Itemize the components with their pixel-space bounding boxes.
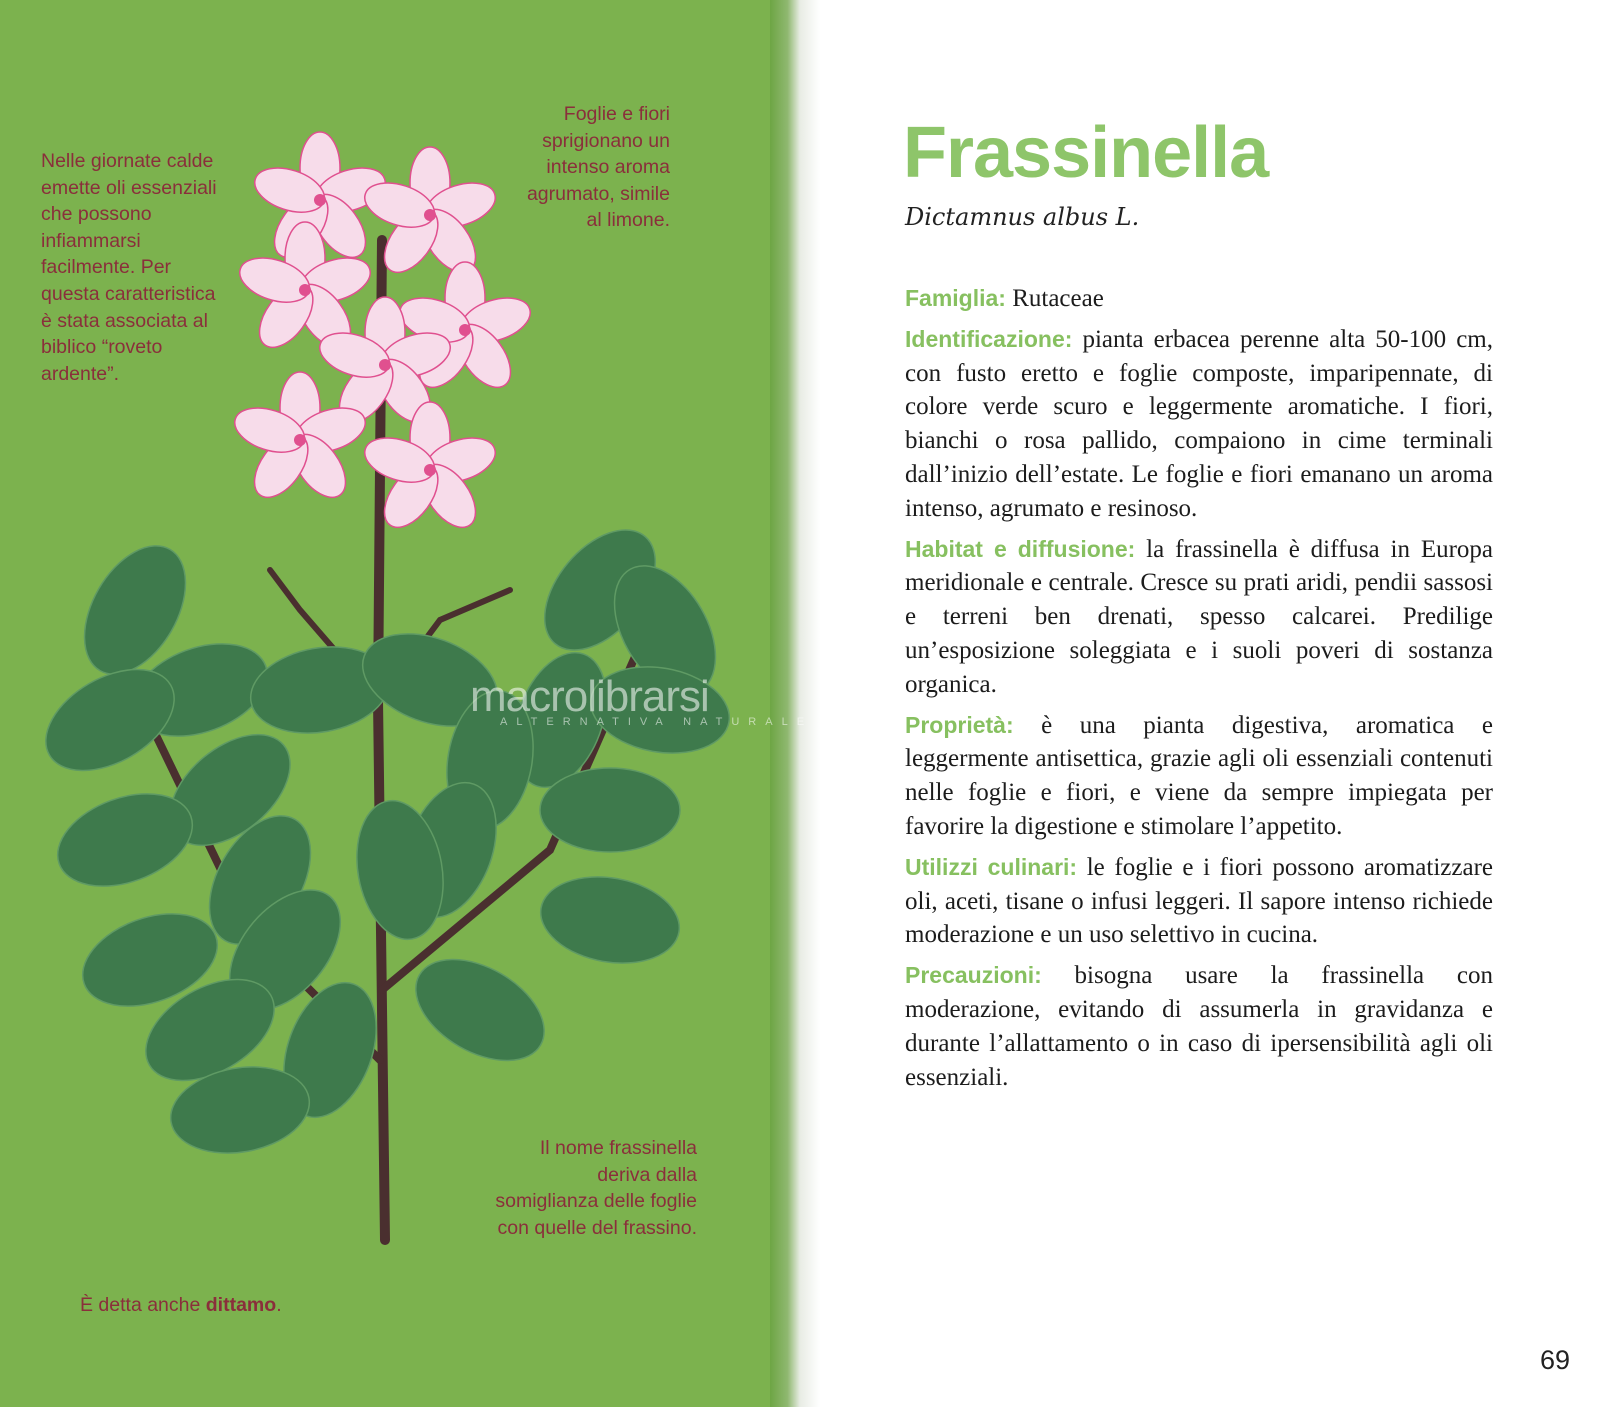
section-label: Proprietà:: [905, 711, 1014, 738]
flower-center: [424, 464, 436, 476]
flower-center: [299, 284, 311, 296]
description-body: [905, 282, 1493, 1101]
section-identification: [905, 323, 1493, 526]
watermark-brand: macrolibrarsi: [470, 672, 709, 721]
section-family: [905, 282, 1493, 316]
section-precautions: [905, 959, 1493, 1094]
watermark-tagline: ALTERNATIVA NATURALE: [500, 716, 814, 728]
alias-name: dittamo: [205, 1294, 277, 1316]
section-text: è una pianta digestiva, aromatica e leggermente antisettica, grazie agli oli essenziali contenuti nelle foglie e fiori, e viene da sempre impiegata per favorire la digestione e stimolare l’appetito.: [905, 711, 1493, 840]
section-label: Famiglia:: [905, 285, 1006, 311]
leaf: [540, 768, 680, 852]
section-text: bisogna usare la frassinella con moderazione, evitando di assumerla in gravidanza e durante l’allattamento o in caso di ipersensibilità agli oli essenziali.: [905, 962, 1493, 1091]
note-alias: [80, 1292, 282, 1319]
flower-center: [314, 194, 326, 206]
alias-prefix: È detta anche: [80, 1294, 206, 1316]
flower-center: [424, 209, 436, 221]
section-text: la frassinella è diffusa in Europa meridionale e centrale. Cresce su prati aridi, pendii sassosi e terreni ben drenati, spesso calcarei. Predilige un’esposizione soleggiata e i suoli poveri di sostanza organica.: [905, 535, 1494, 698]
scientific-name: Dictamnus albus L.: [905, 203, 1140, 231]
section-text: le foglie e i fiori possono aromatizzare oli, aceti, tisane o infusi leggeri. Il sapore intenso richiede moderazione e un uso selettivo in cucina.: [905, 853, 1493, 949]
section-habitat: [905, 533, 1493, 702]
flower-center: [294, 434, 306, 446]
page-title: Frassinella: [903, 113, 1269, 193]
section-label: Habitat e diffusione:: [905, 535, 1136, 562]
page-number: 69: [1539, 1345, 1570, 1375]
leaf: [534, 866, 686, 973]
note-essential-oils: Nelle giornate calde emette oli essenziali che possono infiammarsi facilmente. Per questa caratteristica è stata associata al biblico “roveto ardente”.: [41, 150, 217, 385]
section-culinary: [905, 851, 1493, 952]
alias-suffix: .: [276, 1294, 282, 1316]
section-properties: [905, 709, 1493, 844]
flower-center: [459, 324, 471, 336]
note-name-origin: Il nome frassinella deriva dalla somiglianza delle foglie con quelle del frassino.: [495, 1137, 697, 1239]
note-aroma: Foglie e fiori sprigionano un intenso aroma agrumato, simile al limone.: [526, 103, 670, 232]
section-label: Precauzioni:: [905, 962, 1042, 989]
watermark: [470, 672, 850, 728]
section-text: Rutaceae: [1005, 285, 1104, 312]
section-label: Identificazione:: [905, 325, 1073, 352]
flower-center: [379, 359, 391, 371]
section-label: Utilizzi culinari:: [905, 853, 1078, 880]
section-text: pianta erbacea perenne alta 50-100 cm, con fusto eretto e foglie composte, imparipennate, di colore verde scuro e leggermente aromatiche. I fiori, bianchi o rosa pallido, compaiono in cime terminali dall’inizio dell’estate. Le foglie e fiori emanano un aroma intenso, agrumato e resinoso.: [905, 325, 1493, 522]
